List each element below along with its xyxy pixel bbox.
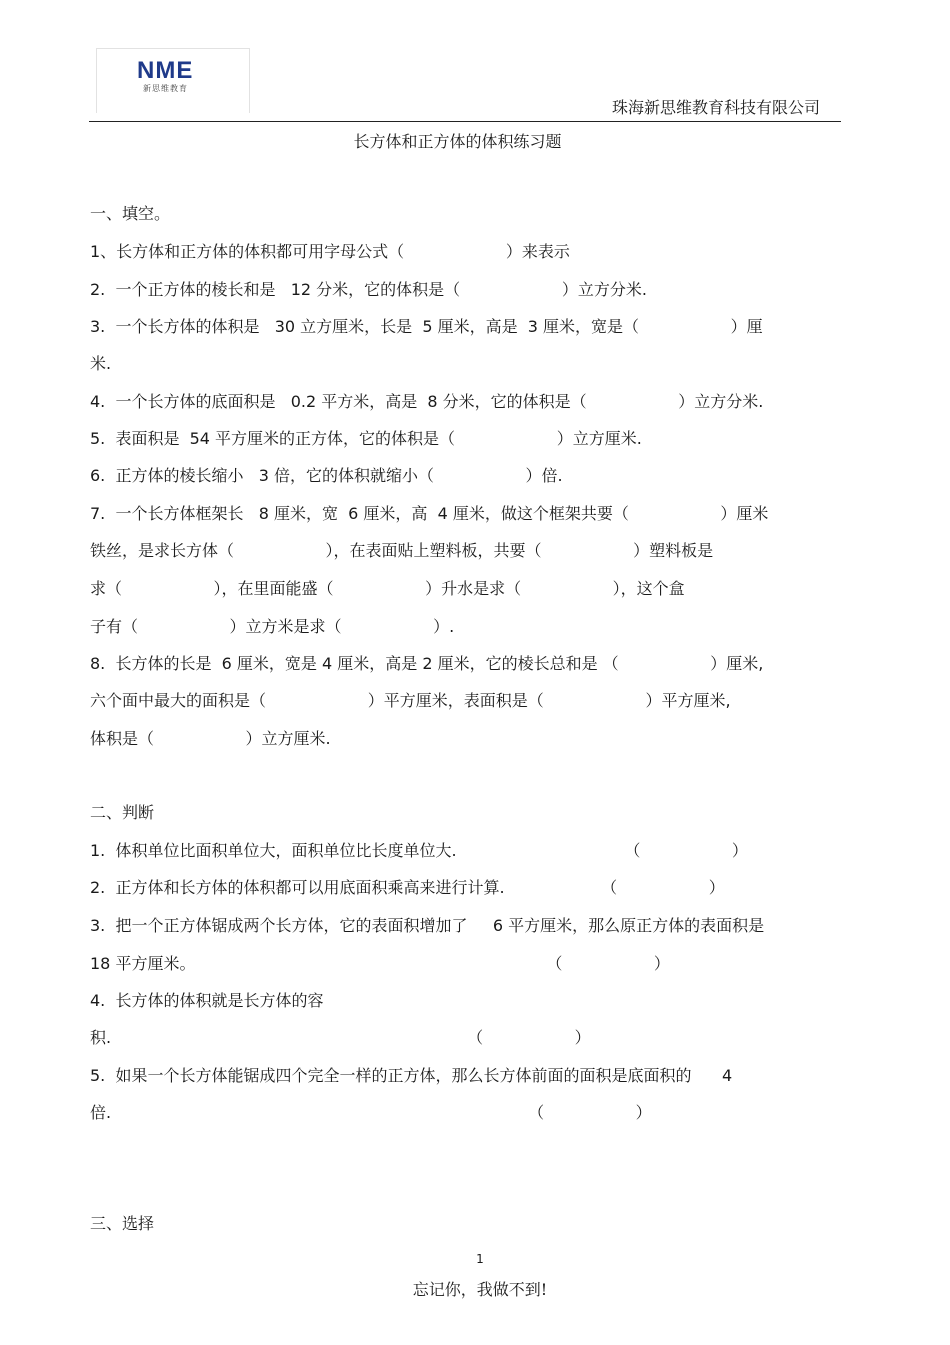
company-logo — [96, 48, 250, 113]
footer-text: 忘记你，我做不到! — [412, 1280, 548, 1299]
question-line: 1. 体积单位比面积单位大，面积单位比长度单位大. （ ） — [90, 841, 748, 860]
header-divider — [89, 121, 841, 122]
section-heading-choice: 三、选择 — [90, 1214, 155, 1233]
question-line: 子有（ ）立方米是求（ ）. — [90, 617, 455, 636]
question-line: 1、长方体和正方体的体积都可用字母公式（ ）来表示 — [90, 242, 570, 261]
logo-subtitle: 新思维教育 — [143, 84, 188, 93]
question-line: 5. 表面积是 54 平方厘米的正方体，它的体积是（ ）立方厘米. — [90, 429, 642, 448]
question-line: 积. （ ） — [90, 1028, 591, 1047]
question-line: 8. 长方体的长是 6 厘米，宽是 4 厘米，高是 2 厘米，它的棱长总和是 （ ）厘米, — [90, 654, 764, 673]
question-line: 米. — [90, 354, 112, 373]
question-line: 4. 长方体的体积就是长方体的容 — [90, 991, 324, 1010]
question-line: 18 平方厘米。 （ ） — [90, 954, 670, 973]
question-line: 4. 一个长方体的底面积是 0.2 平方米，高是 8 分米，它的体积是（ ）立方分米. — [90, 392, 764, 411]
question-line: 体积是（ ）立方厘米. — [90, 729, 331, 748]
question-line: 6. 正方体的棱长缩小 3 倍，它的体积就缩小（ ）倍. — [90, 466, 563, 485]
question-line: 2. 正方体和长方体的体积都可以用底面积乘高来进行计算. （ ） — [90, 878, 725, 897]
page-number: 1 — [476, 1252, 484, 1266]
question-line: 六个面中最大的面积是（ ）平方厘米，表面积是（ ）平方厘米, — [90, 691, 731, 710]
company-name: 珠海新思维教育科技有限公司 — [611, 98, 820, 117]
question-line: 3. 把一个正方体锯成两个长方体，它的表面积增加了 6 平方厘米，那么原正方体的表面积是 — [90, 916, 765, 935]
question-line: 求（ ），在里面能盛（ ）升水是求（ ），这个盒 — [90, 579, 685, 598]
question-line: 7. 一个长方体框架长 8 厘米，宽 6 厘米，高 4 厘米，做这个框架共要（ ）厘米 — [90, 504, 769, 523]
question-line: 2. 一个正方体的棱长和是 12 分米，它的体积是（ ）立方分米. — [90, 280, 647, 299]
question-line: 5. 如果一个长方体能锯成四个完全一样的正方体，那么长方体前面的面积是底面积的 4 — [90, 1066, 733, 1085]
question-line: 铁丝，是求长方体（ ），在表面贴上塑料板，共要（ ）塑料板是 — [90, 541, 714, 560]
document-title: 长方体和正方体的体积练习题 — [353, 132, 562, 151]
section-heading-judge: 二、判断 — [90, 803, 155, 822]
question-line: 3. 一个长方体的体积是 30 立方厘米，长是 5 厘米，高是 3 厘米，宽是（ ）厘 — [90, 317, 763, 336]
question-line: 倍. （ ） — [90, 1103, 652, 1122]
logo-mark: NME — [137, 57, 194, 84]
section-heading-fill: 一、填空。 — [90, 204, 171, 223]
